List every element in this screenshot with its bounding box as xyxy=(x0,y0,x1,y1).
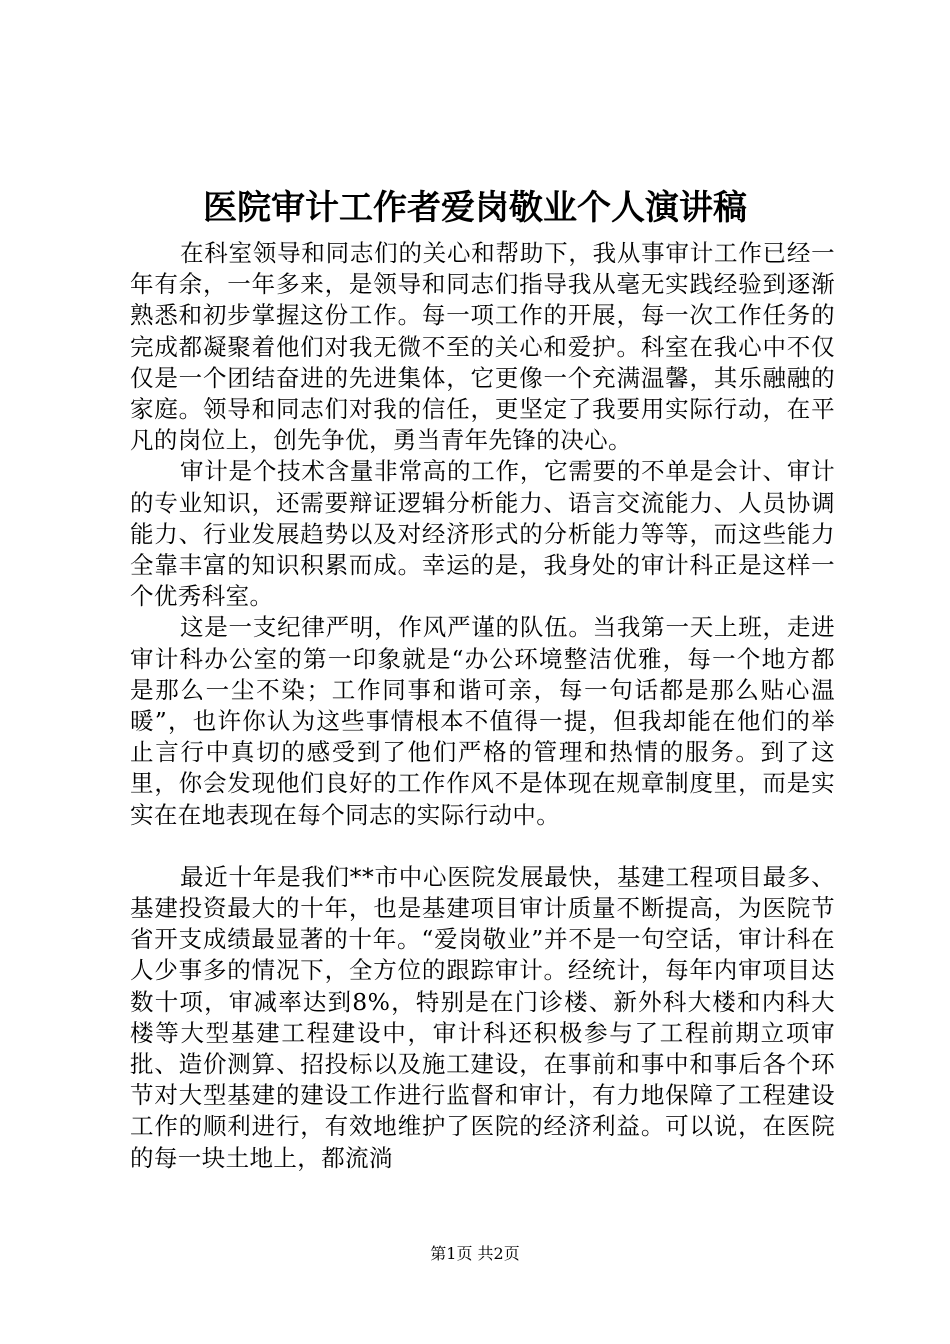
paragraph-spacer xyxy=(130,831,835,862)
paragraph-4: 最近十年是我们**市中心医院发展最快，基建工程项目最多、基建投资最大的十年，也是基建项目审计质量不断提高，为医院节省开支成绩最显著的十年。“爱岗敬业”并不是一句空话，审计科在人少事多的情况下，全方位的跟踪审计。经统计，每年内审项目达数十项，审减率达到8%，特别是在门诊楼、新外科大楼和内科大楼等大型基建工程建设中，审计科还积极参与了工程前期立项审批、造价测算、招投标以及施工建设，在事前和事中和事后各个环节对大型基建的建设工作进行监督和审计，有力地保障了工程建设工作的顺利进行，有效地维护了医院的经济利益。可以说，在医院的每一块土地上，都流淌 xyxy=(130,862,835,1172)
document-title: 医院审计工作者爱岗敬业个人演讲稿 xyxy=(203,188,747,228)
paragraph-2: 审计是个技术含量非常高的工作，它需要的不单是会计、审计的专业知识，还需要辩证逻辑分析能力、语言交流能力、人员协调能力、行业发展趋势以及对经济形式的分析能力等等，而这些能力全靠丰富的知识积累而成。幸运的是，我身处的审计科正是这样一个优秀科室。 xyxy=(130,457,835,611)
paragraph-1: 在科室领导和同志们的关心和帮助下，我从事审计工作已经一年有余，一年多来，是领导和同志们指导我从毫无实践经验到逐渐熟悉和初步掌握这份工作。每一项工作的开展，每一次工作任务的完成都凝聚着他们对我无微不至的关心和爱护。科室在我心中不仅仅是一个团结奋进的先进集体，它更像一个充满温馨，其乐融融的家庭。领导和同志们对我的信任，更坚定了我要用实际行动，在平凡的岗位上，创先争优，勇当青年先锋的决心。 xyxy=(130,239,835,455)
paragraph-3: 这是一支纪律严明，作风严谨的队伍。当我第一天上班，走进审计科办公室的第一印象就是“办公环境整洁优雅，每一个地方都是那么一尘不染；工作同事和谐可亲，每一句话都是那么贴心温暖”，也许你认为这些事情根本不值得一提，但我却能在他们的举止言行中真切的感受到了他们严格的管理和热情的服务。到了这里，你会发现他们良好的工作作风不是体现在规章制度里，而是实实在在地表现在每个同志的实际行动中。 xyxy=(130,613,835,829)
page-footer: 第1页 共2页 xyxy=(430,1244,520,1263)
document-body xyxy=(130,238,835,1174)
